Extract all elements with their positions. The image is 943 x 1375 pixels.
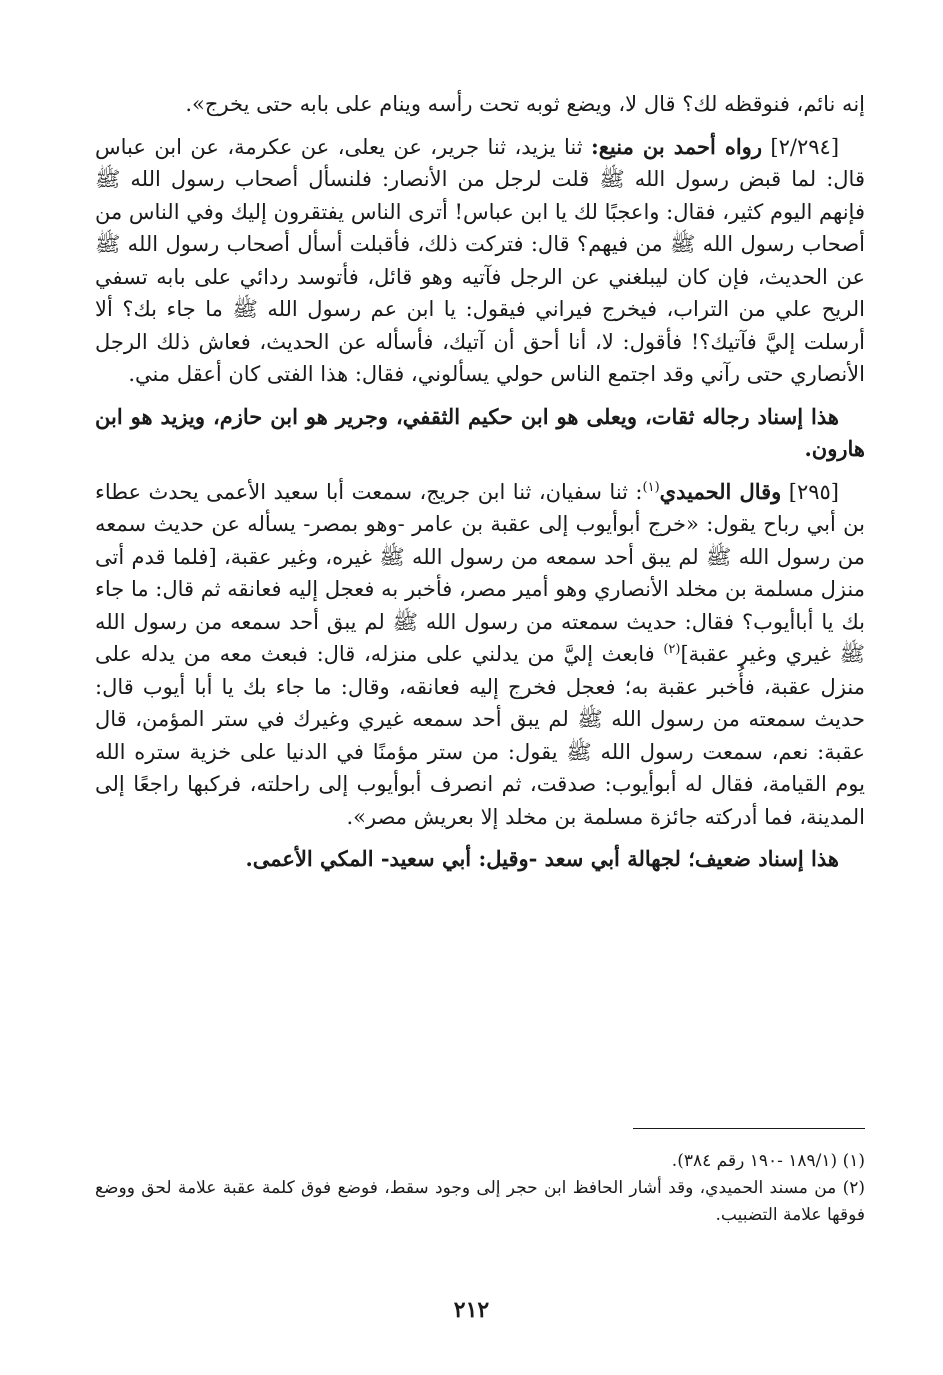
- footnote-divider: [633, 1128, 865, 1129]
- isnad-grading: [95, 401, 865, 466]
- footnote-marker: (٢): [663, 642, 681, 657]
- hadith-294: [95, 131, 865, 391]
- grading-text: هذا إسناد ضعيف؛ لجهالة أبي سعد -وقيل: أبي سعيد- المكي الأعمى.: [245, 846, 839, 871]
- hadith-source: وقال الحميدي: [659, 478, 782, 504]
- hadith-source: رواه أحمد بن منيع:: [591, 133, 762, 159]
- continuation-text: إنه نائم، فنوقظه لك؟ قال لا، ويضع ثوبه تحت رأسه وينام على بابه حتى يخرج».: [185, 92, 865, 116]
- hadith-number: [٢٩٥]: [788, 479, 839, 504]
- hadith-295: [95, 476, 865, 834]
- page-number: ٢١٢: [453, 1297, 490, 1323]
- hadith-number: [٢/٢٩٤]: [770, 134, 840, 159]
- footnote-marker: (١): [642, 479, 660, 495]
- grading-text: هذا إسناد رجاله ثقات، ويعلى هو ابن حكيم الثقفي، وجرير هو ابن حازم، ويزيد هو ابن هارون.: [95, 403, 865, 461]
- hadith-text: : ثنا سفيان، ثنا ابن جريج، سمعت أبا سعيد الأعمى يحدث عطاء بن أبي رباح يقول: «خرج أبوأيوب إلى عقبة بن عامر -وهو بمصر- يسأله عن حديث سمعه من رسول الله ﷺ لم يبق أحد سمعه من رسول الله ﷺ غيره، وغير عقبة، [فلما قدم أتى منزل مسلمة بن مخلد الأنصاري وهو أمير مصر، فأخبر به فعجل إليه فعانقه ثم قال: ما جاء بك يا أباأيوب؟ فقال: حديث سمعته من رسول الله ﷺ لم يبق أحد سمعه من رسول الله ﷺ غيري وغير عقبة]: [95, 479, 865, 666]
- hadith-text: ثنا يزيد، ثنا جرير، عن يعلى، عن عكرمة، عن ابن عباس قال: لما قبض رسول الله ﷺ قلت لرجل من الأنصار: فلنسأل أصحاب رسول الله ﷺ فإنهم اليوم كثير، فقال: واعجبًا لك يا ابن عباس! أترى الناس يفتقرون إليك وفي الناس من أصحاب رسول الله ﷺ من فيهم؟ قال: فتركت ذلك، فأقبلت أسأل أصحاب رسول الله ﷺ عن الحديث، فإن كان ليبلغني عن الرجل فآتيه وهو قائل، فأتوسد ردائي على بابه تسفي الريح علي من التراب، فيخرج فيراني فيقول: يا ابن عم رسول الله ﷺ ما جاء بك؟ ألا أرسلت إليَّ فآتيك؟! فأقول: لا، أنا أحق أن آتيك، فأسأله عن الحديث، فعاش ذلك الرجل الأنصاري حتى رآني وقد اجتمع الناس حولي يسألوني، فقال: هذا الفتى كان أعقل مني.: [95, 134, 865, 386]
- footnote-1: (١) (١٨٩/١ -١٩٠ رقم ٣٨٤).: [671, 1151, 865, 1171]
- footnote-2: (٢) من مسند الحميدي، وقد أشار الحافظ ابن حجر إلى وجود سقط، فوضع فوق كلمة عقبة علامة لحق ووضع فوقها علامة التضبيب.: [95, 1178, 865, 1225]
- paragraph-continuation: [95, 88, 865, 121]
- hadith-text-continued: فابعث إليَّ من يدلني على منزله، قال: فبعث معه من يدله على منزل عقبة، فأُخبر عقبة به؛ فعجل فخرج إليه فعانقه، وقال: ما جاء بك يا أبا أيوب قال: حديث سمعته من رسول الله ﷺ لم يبق أحد سمعه غيري وغيرك في ستر المؤمن، قال عقبة: نعم، سمعت رسول الله ﷺ يقول: من ستر مؤمنًا في الدنيا على خزية ستره الله يوم القيامة، فقال له أبوأيوب: صدقت، ثم انصرف أبوأيوب إلى راحلته، فركبها راجعًا إلى المدينة، فما أدركته جائزة مسلمة بن مخلد إلا بعريش مصر».: [95, 642, 865, 829]
- page-body: [95, 88, 865, 886]
- isnad-grading: [95, 843, 865, 876]
- footnotes: [95, 1148, 865, 1229]
